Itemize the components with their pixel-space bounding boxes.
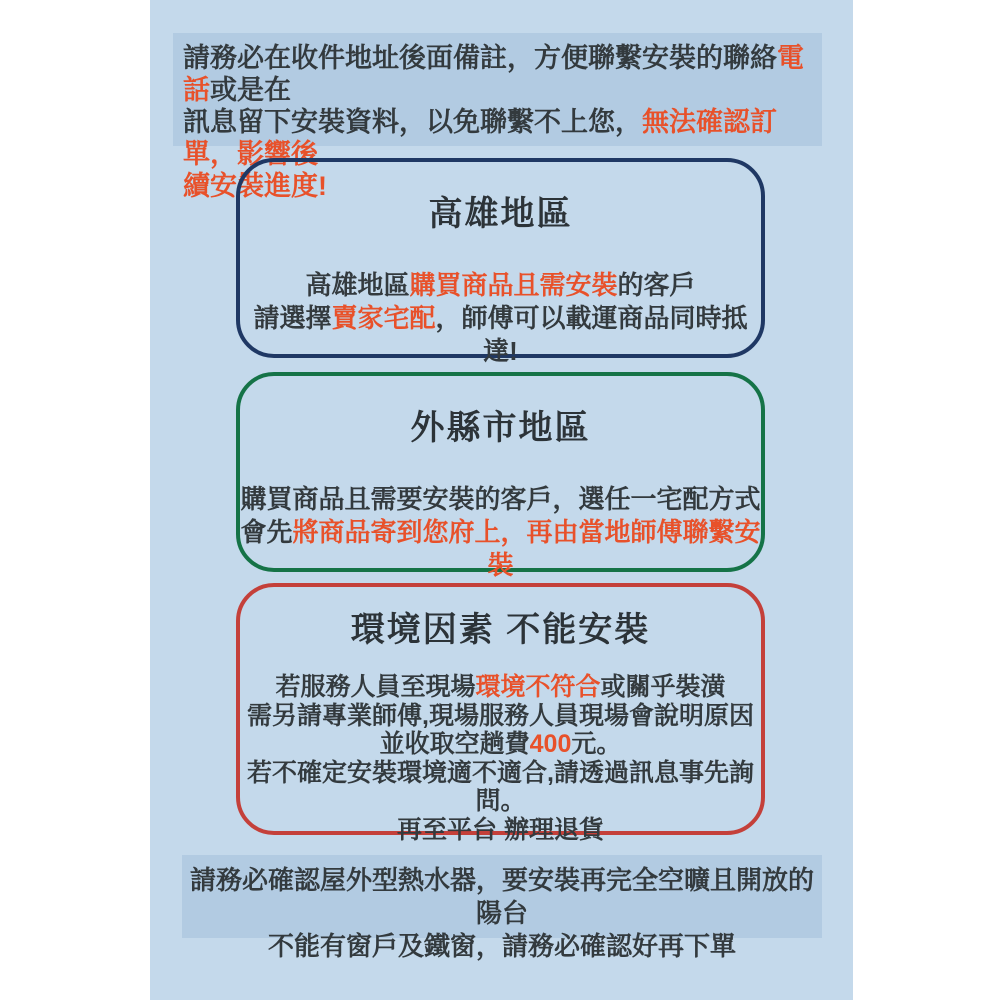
box-environment-highlight-unsuitable: 環境不符合 — [475, 673, 601, 701]
box-environment-line-3 — [240, 730, 761, 759]
box-kaohsiung-title: 高雄地區 — [428, 195, 573, 233]
box-kaohsiung-text: 的客戶 — [617, 270, 696, 300]
top-notice-text: 請務必在收件地址後面備註，方便聯繫安裝的聯絡 — [183, 43, 777, 73]
box-kaohsiung-highlight-purchase: 購買商品且需安裝 — [409, 270, 618, 300]
top-notice-text: 訊息留下安裝資料，以免聯繫不上您， — [183, 107, 642, 137]
box-other-counties-line-2 — [240, 516, 761, 582]
top-notice-highlight-phone: 電話 — [183, 43, 804, 105]
box-environment-line-2: 需另請專業師傅,現場服務人員現場會說明原因 — [247, 701, 754, 730]
notice-panel — [150, 0, 853, 1000]
box-kaohsiung — [236, 158, 765, 366]
bottom-notice — [182, 855, 822, 961]
box-environment-text: 若服務人員至現場 — [275, 673, 476, 701]
box-other-counties — [236, 372, 765, 580]
box-kaohsiung-line-2 — [240, 302, 761, 368]
box-kaohsiung-line-1 — [240, 269, 761, 302]
top-notice — [173, 33, 822, 201]
box-environment-line-4: 若不確定安裝環境適不適合,請透過訊息事先詢問。 — [247, 758, 754, 815]
bottom-notice-line-2: 不能有窗戶及鐵窗，請務必確認好再下單 — [267, 931, 736, 961]
box-environment-body — [240, 673, 761, 844]
top-notice-text: 或是在 — [210, 75, 291, 105]
box-other-counties-text: 會先 — [240, 517, 293, 547]
top-notice-highlight-order: 無法確認訂單，影響後 — [183, 107, 777, 169]
box-environment-line-5: 再至平台 辦理退貨 — [397, 815, 604, 844]
box-kaohsiung-text: 請選擇 — [253, 303, 332, 333]
box-other-counties-highlight-shipping: 將商品寄到您府上，再由當地師傅聯繫安裝 — [292, 517, 761, 580]
box-other-counties-body — [240, 483, 761, 582]
top-notice-line-1 — [183, 42, 814, 106]
top-notice-highlight-progress: 續安裝進度! — [183, 171, 327, 201]
box-kaohsiung-highlight-delivery: 賣家宅配 — [331, 303, 436, 333]
box-environment-text: 或關乎裝潢 — [600, 673, 726, 701]
box-other-counties-title: 外縣市地區 — [410, 409, 591, 447]
box-kaohsiung-text: ，師傅可以載運商品同時抵達! — [435, 303, 748, 366]
box-environment-line-1 — [240, 673, 761, 702]
box-environment-highlight-fee: 400 — [529, 730, 572, 758]
box-environment-text: 元。 — [571, 730, 622, 758]
box-other-counties-line-1: 購買商品且需要安裝的客戶，選任一宅配方式 — [240, 484, 761, 514]
box-kaohsiung-text: 高雄地區 — [305, 270, 410, 300]
box-environment-title: 環境因素 不能安裝 — [350, 611, 651, 649]
box-environment — [236, 583, 765, 844]
box-environment-text: 並收取空趟費 — [379, 730, 530, 758]
bottom-notice-line-1: 請務必確認屋外型熱水器，要安裝再完全空曠且開放的陽台 — [189, 865, 814, 928]
box-kaohsiung-body — [240, 269, 761, 368]
